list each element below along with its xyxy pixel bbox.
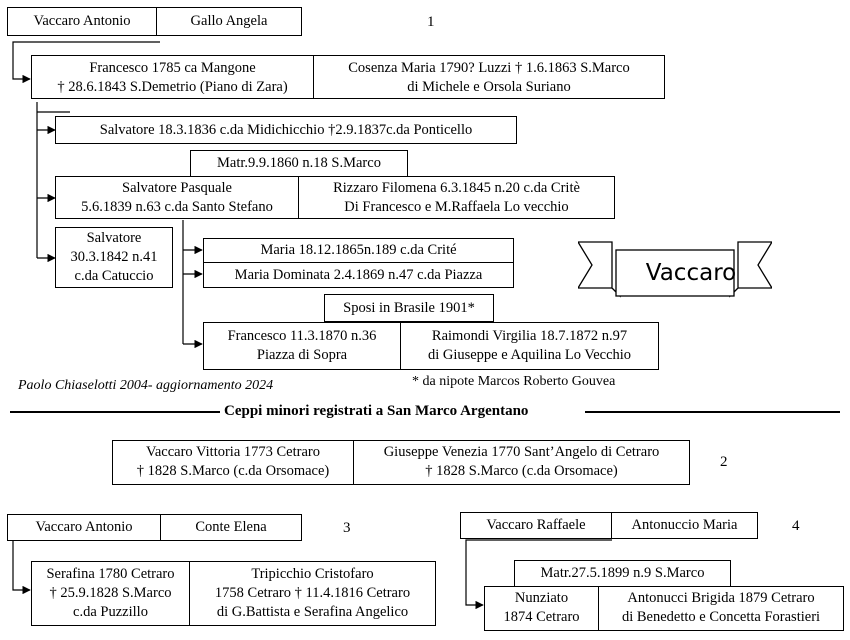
vittoria-line-1: Vaccaro Vittoria 1773 Cetraro — [145, 444, 320, 460]
salvatore-1842-line-3: c.da Catuccio — [74, 268, 154, 284]
tree4-husband: Vaccaro Raffaele — [460, 512, 612, 539]
salvatore-pasquale-line-1: Salvatore Pasquale — [122, 180, 232, 196]
tree3-husband: Vaccaro Antonio — [7, 514, 161, 541]
maria-box: Maria 18.12.1865n.189 c.da Crité — [203, 238, 514, 263]
tree3-number: 3 — [343, 520, 351, 536]
nunziato-line-2: 1874 Cetraro — [503, 609, 580, 625]
francesco-1870-line-2: Piazza di Sopra — [256, 347, 348, 363]
salvatore-1842-line-2: 30.3.1842 n.41 — [70, 249, 158, 265]
sposi-box: Sposi in Brasile 1901* — [324, 294, 494, 322]
tripicchio-line-1: Tripicchio Cristofaro — [251, 566, 374, 582]
tree1-root-wife: Gallo Angela — [156, 7, 302, 36]
salvatore-pasquale-box — [55, 176, 299, 219]
serafina-line-2: † 25.9.1828 S.Marco — [49, 585, 172, 601]
vittoria-box — [112, 440, 354, 485]
antonucci-line-1: Antonucci Brigida 1879 Cetraro — [627, 590, 815, 606]
serafina-line-3: c.da Puzzillo — [73, 604, 148, 620]
salvatore-1836-box: Salvatore 18.3.1836 c.da Midichicchio †2.9.1837c.da Ponticello — [55, 116, 517, 144]
section-title: Ceppi minori registrati a San Marco Argentano — [224, 403, 529, 419]
tripicchio-line-3: di G.Battista e Serafina Angelico — [216, 604, 409, 620]
tree2-number: 2 — [720, 454, 728, 470]
tree1-number: 1 — [427, 14, 435, 30]
raimondi-box — [400, 322, 659, 370]
francesco-1870-box — [203, 322, 401, 370]
serafina-line-1: Serafina 1780 Cetraro — [46, 566, 175, 582]
giuseppe-line-2: † 1828 S.Marco (c.da Orsomace) — [425, 463, 618, 479]
francesco-1870-line-1: Francesco 11.3.1870 n.36 — [227, 328, 377, 344]
tree1-root-husband: Vaccaro Antonio — [7, 7, 157, 36]
tree4-number: 4 — [792, 518, 800, 534]
rizzaro-line-1: Rizzaro Filomena 6.3.1845 n.20 c.da Critè — [333, 180, 580, 196]
marriage-1860-box: Matr.9.9.1860 n.18 S.Marco — [190, 150, 408, 177]
raimondi-line-2: di Giuseppe e Aquilina Lo Vecchio — [427, 347, 632, 363]
rizzaro-box — [298, 176, 615, 219]
nunziato-box — [484, 586, 599, 631]
credit: Paolo Chiaselotti 2004- aggiornamento 2024 — [18, 378, 274, 393]
salvatore-1842-box — [55, 227, 173, 288]
salvatore-pasquale-line-2: 5.6.1839 n.63 c.da Santo Stefano — [81, 199, 273, 215]
tree4-wife: Antonuccio Maria — [611, 512, 758, 539]
rizzaro-line-2: Di Francesco e M.Raffaela Lo vecchio — [344, 199, 569, 215]
vittoria-line-2: † 1828 S.Marco (c.da Orsomace) — [136, 463, 330, 479]
tree3-wife: Conte Elena — [160, 514, 302, 541]
raimondi-line-1: Raimondi Virgilia 18.7.1872 n.97 — [431, 328, 628, 344]
cosenza-line-2: di Michele e Orsola Suriano — [407, 79, 571, 95]
maria-dominata-box: Maria Dominata 2.4.1869 n.47 c.da Piazza — [203, 262, 514, 288]
footnote: * da nipote Marcos Roberto Gouvea — [412, 374, 616, 389]
antonucci-box — [598, 586, 844, 631]
banner-title: Vaccaro — [645, 260, 737, 286]
francesco-line-2: † 28.6.1843 S.Demetrio (Piano di Zara) — [57, 79, 288, 95]
tripicchio-line-2: 1758 Cetraro † 11.4.1816 Cetraro — [214, 585, 411, 601]
giuseppe-box — [353, 440, 690, 485]
serafina-box — [31, 561, 190, 626]
nunziato-line-1: Nunziato — [514, 590, 569, 606]
francesco-line-1: Francesco 1785 ca Mangone — [89, 60, 256, 76]
cosenza-box — [313, 55, 665, 99]
francesco-box — [31, 55, 314, 99]
tree4-marriage-box: Matr.27.5.1899 n.9 S.Marco — [514, 560, 731, 587]
salvatore-1842-line-1: Salvatore — [86, 230, 142, 246]
tripicchio-box — [189, 561, 436, 626]
antonucci-line-2: di Benedetto e Concetta Forastieri — [621, 609, 821, 625]
cosenza-line-1: Cosenza Maria 1790? Luzzi † 1.6.1863 S.Marco — [348, 60, 630, 76]
giuseppe-line-1: Giuseppe Venezia 1770 Sant’Angelo di Cetraro — [383, 444, 660, 460]
